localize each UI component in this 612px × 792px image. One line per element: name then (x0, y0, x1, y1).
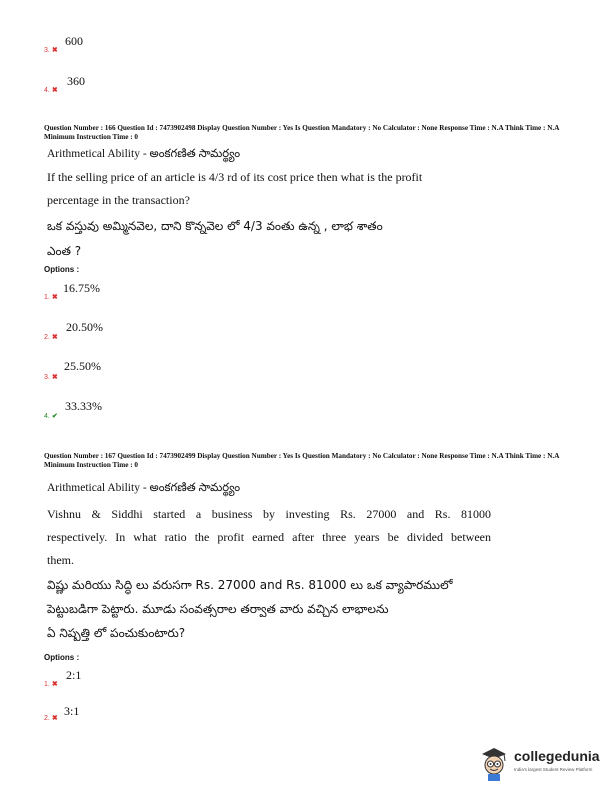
option-value: 20.50% (66, 320, 103, 334)
options-label: Options : (44, 265, 80, 274)
option-value: 3:1 (64, 704, 80, 718)
question-text-en-line: them. (47, 553, 74, 567)
option-number: 3. ✖ (44, 47, 58, 54)
option-number: 2. ✖ (44, 715, 58, 722)
question-text-te-line: విష్ణు మరియు సిద్ధి లు వరుసగా Rs. 27000 and Rs. 81000 లు ఒక వ్యాపారములో (47, 578, 453, 592)
question-text-en-line: Vishnu & Siddhi started a business by investing Rs. 27000 and Rs. 81000 (47, 507, 491, 521)
option-number: 3. ✖ (44, 374, 58, 381)
option-number: 2. ✖ (44, 334, 58, 341)
option-value: 600 (65, 34, 83, 48)
mascot-icon (478, 744, 510, 782)
option-value: 25.50% (64, 359, 101, 373)
option-value: 2:1 (66, 668, 82, 682)
option-value: 16.75% (63, 281, 100, 295)
question-text-en-line: percentage in the transaction? (47, 193, 190, 207)
question-text-te-line: ఒక వస్తువు అమ్మినవెల, దాని కొన్నవెల లో 4/3 వంతు ఉన్న , లాభ శాతం (47, 219, 383, 233)
logo-name: collegedunia (514, 748, 600, 764)
option-value: 33.33% (65, 399, 102, 413)
question-meta: Question Number : 166 Question Id : 7473902498 Display Question Number : Yes Is Question Mandatory : No Calculator : None Response Time : N.A Think Time : N.A Minimum Instruction Time : 0 (44, 124, 560, 141)
options-label: Options : (44, 653, 80, 662)
question-subject: Arithmetical Ability - అంకగణిత సామర్థ్యం (47, 148, 241, 160)
option-number-correct: 4. ✔ (44, 413, 58, 420)
question-text-te-line: ఏ నిష్పత్తి లో పంచుకుంటారు? (47, 626, 186, 640)
question-subject: Arithmetical Ability - అంకగణిత సామర్థ్యం (47, 482, 241, 494)
question-text-en-line: If the selling price of an article is 4/3 rd of its cost price then what is the profit (47, 170, 423, 184)
question-text-te-line: ఎంత ? (47, 244, 82, 258)
option-number: 1. ✖ (44, 294, 58, 301)
option-value: 360 (67, 74, 85, 88)
question-text-en-line: respectively. In what ratio the profit earned after three years be divided between (47, 530, 491, 544)
question-text-te-line: పెట్టుబడిగా పెట్టారు. మూడు సంవత్సరాల తర్వాత వారు వచ్చిన లాభాలను (47, 602, 389, 616)
option-number: 1. ✖ (44, 681, 58, 688)
logo-tagline: India's largest Student Review Platform (514, 767, 593, 772)
option-number: 4. ✖ (44, 87, 58, 94)
question-meta: Question Number : 167 Question Id : 7473902499 Display Question Number : Yes Is Question Mandatory : No Calculator : None Response Time : N.A Think Time : N.A Minimum Instruction Time : 0 (44, 452, 560, 469)
collegedunia-logo (478, 744, 612, 784)
